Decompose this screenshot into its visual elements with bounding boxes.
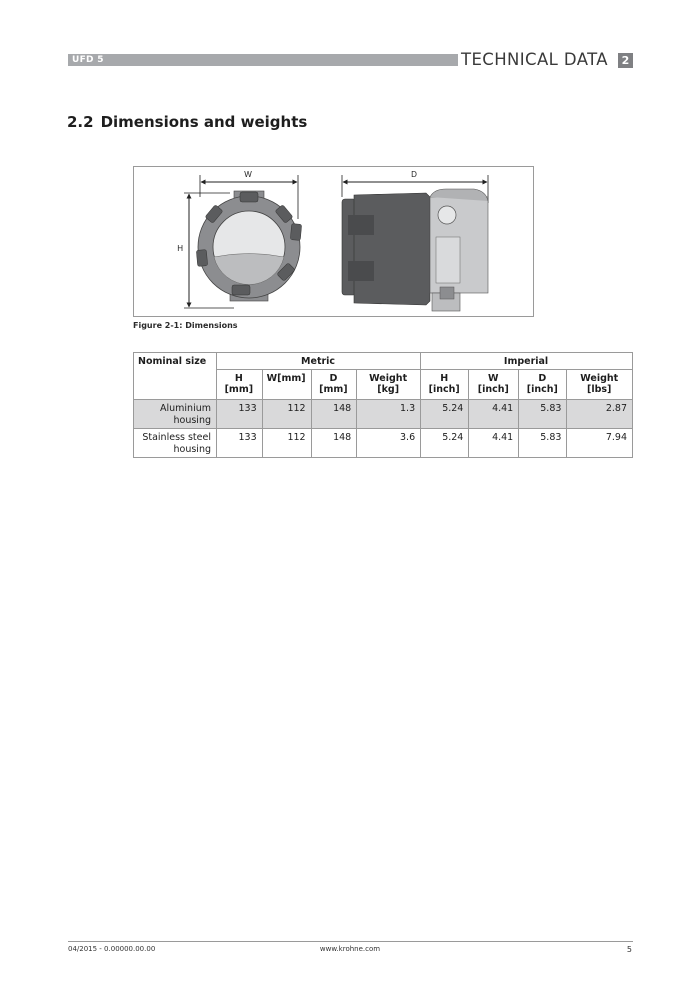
device-drawing xyxy=(134,167,533,316)
group-metric: Metric xyxy=(217,353,421,370)
table-cell: 7.94 xyxy=(567,429,633,458)
header-product-name: UFD 5 xyxy=(72,55,104,65)
col-w-mm: W[mm] xyxy=(262,370,311,400)
col-d-inch: D [inch] xyxy=(519,370,567,400)
table-row xyxy=(134,400,633,429)
footer-website: www.krohne.com xyxy=(319,945,381,953)
footer-divider xyxy=(68,941,633,942)
col-w-inch: W [inch] xyxy=(469,370,519,400)
table-cell: 5.83 xyxy=(519,400,567,429)
table-row xyxy=(134,429,633,458)
label-w: W xyxy=(244,170,252,179)
header-section-title: TECHNICAL DATA xyxy=(461,50,608,69)
row-label: Aluminium housing xyxy=(134,400,217,429)
col-h-inch: H [inch] xyxy=(421,370,469,400)
front-view xyxy=(177,170,301,308)
section-number: 2.2 xyxy=(67,113,94,131)
table-cell: 1.3 xyxy=(357,400,421,429)
table-cell: 133 xyxy=(217,429,263,458)
table-cell: 133 xyxy=(217,400,263,429)
label-d: D xyxy=(411,170,417,179)
footer-doc-id: 04/2015 - 0.00000.00.00 xyxy=(68,945,156,953)
header-bar xyxy=(68,54,458,66)
header-section-badge: 2 xyxy=(618,53,633,68)
col-nominal-size: Nominal size xyxy=(134,353,217,400)
page-number: 5 xyxy=(626,945,632,954)
table-cell: 148 xyxy=(311,429,357,458)
table-cell: 5.83 xyxy=(519,429,567,458)
dimensions-figure xyxy=(133,166,534,317)
table-cell: 4.41 xyxy=(469,429,519,458)
table-cell: 148 xyxy=(311,400,357,429)
col-weight-kg: Weight [kg] xyxy=(357,370,421,400)
section-heading xyxy=(67,113,307,131)
row-label: Stainless steel housing xyxy=(134,429,217,458)
table-cell: 5.24 xyxy=(421,400,469,429)
section-title: Dimensions and weights xyxy=(100,113,308,131)
table-cell: 4.41 xyxy=(469,400,519,429)
dimensions-table xyxy=(133,352,633,458)
table-cell: 112 xyxy=(262,400,311,429)
col-h-mm: H [mm] xyxy=(217,370,263,400)
table-cell: 112 xyxy=(262,429,311,458)
table-cell: 2.87 xyxy=(567,400,633,429)
col-weight-lbs: Weight [lbs] xyxy=(567,370,633,400)
table-cell: 5.24 xyxy=(421,429,469,458)
table-cell: 3.6 xyxy=(357,429,421,458)
figure-caption: Figure 2-1: Dimensions xyxy=(133,321,238,330)
side-view xyxy=(342,170,488,311)
col-d-mm: D [mm] xyxy=(311,370,357,400)
group-imperial: Imperial xyxy=(421,353,633,370)
label-h: H xyxy=(177,244,183,253)
